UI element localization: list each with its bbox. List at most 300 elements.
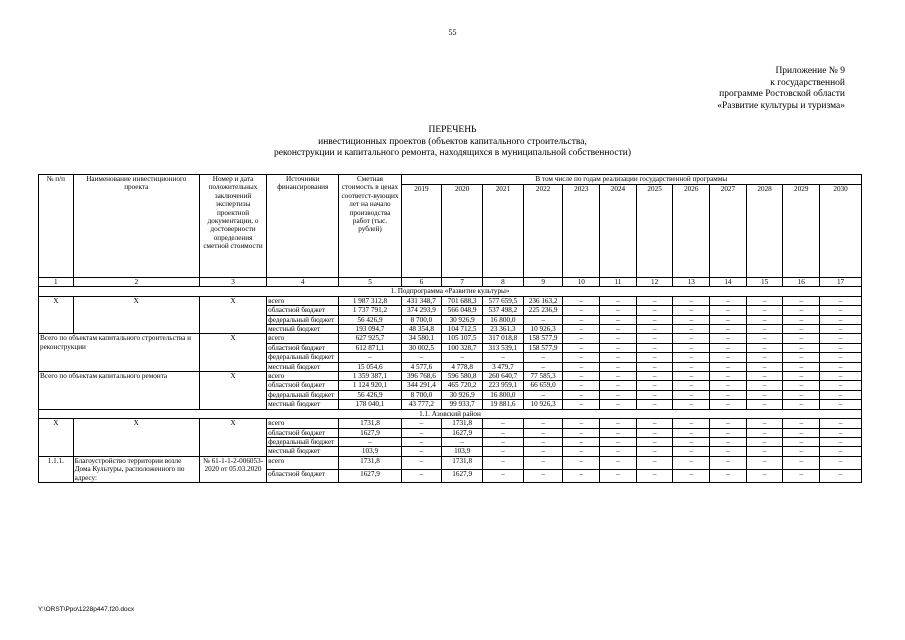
- year-value: –: [820, 447, 862, 456]
- column-number: 4: [267, 278, 339, 287]
- year-value: –: [673, 343, 710, 352]
- estimated-cost: –: [339, 437, 401, 446]
- year-value: –: [600, 296, 637, 305]
- year-value: –: [820, 325, 862, 334]
- year-value: –: [563, 390, 600, 399]
- column-number: 8: [483, 278, 524, 287]
- year-value: –: [483, 419, 524, 428]
- estimated-cost: –: [339, 353, 401, 362]
- year-value: –: [746, 343, 783, 352]
- year-value: –: [636, 343, 673, 352]
- year-value: –: [710, 456, 747, 469]
- estimated-cost: 56 426,9: [339, 390, 401, 399]
- year-value: –: [783, 469, 820, 482]
- year-value: 19 881,6: [483, 400, 524, 409]
- estimated-cost: 1731,8: [339, 456, 401, 469]
- year-value: 374 293,9: [401, 306, 442, 315]
- header-cost: Сметная стоимость в ценах соответст-вующих лет на начало производства работ (тыс. рублей): [339, 175, 401, 278]
- project-name: X: [73, 296, 199, 334]
- year-value: –: [710, 437, 747, 446]
- year-value: –: [636, 469, 673, 482]
- expertise-info: X: [199, 372, 266, 410]
- file-path-footer: Y:\ORST\Ppo\1228p447.f20.docx: [38, 606, 135, 613]
- year-value: –: [820, 390, 862, 399]
- year-value: –: [483, 428, 524, 437]
- header-expertise: Номер и дата положительных заключений экспертизы проектной документации, о достоверности определения сметной стоимости: [199, 175, 266, 278]
- year-value: –: [600, 469, 637, 482]
- column-number: 1: [39, 278, 74, 287]
- year-value: –: [820, 315, 862, 324]
- year-value: –: [600, 419, 637, 428]
- expertise-info: X: [199, 296, 266, 334]
- estimated-cost: 1731,8: [339, 419, 401, 428]
- funding-source: местный бюджет: [267, 400, 339, 409]
- year-value: –: [820, 456, 862, 469]
- year-value: –: [401, 437, 442, 446]
- year-value: –: [710, 390, 747, 399]
- year-value: –: [600, 315, 637, 324]
- year-value: –: [563, 315, 600, 324]
- year-value: –: [746, 334, 783, 343]
- year-value: –: [783, 362, 820, 371]
- year-value: –: [636, 456, 673, 469]
- header-year: 2027: [710, 185, 747, 278]
- year-value: –: [783, 296, 820, 305]
- header-year: 2028: [746, 185, 783, 278]
- year-value: 225 236,9: [523, 306, 563, 315]
- year-value: –: [563, 353, 600, 362]
- year-value: –: [820, 469, 862, 482]
- header-year: 2024: [600, 185, 637, 278]
- title-line: ПЕРЕЧЕНЬ: [428, 125, 477, 135]
- appendix-note: [717, 66, 845, 112]
- expertise-info: X: [199, 419, 266, 457]
- year-value: –: [710, 381, 747, 390]
- year-value: 30 926,9: [442, 315, 483, 324]
- year-value: –: [820, 428, 862, 437]
- year-value: 105 107,5: [442, 334, 483, 343]
- year-value: –: [401, 428, 442, 437]
- year-value: 4 577,6: [401, 362, 442, 371]
- year-value: –: [401, 469, 442, 482]
- year-value: –: [710, 353, 747, 362]
- year-value: –: [563, 456, 600, 469]
- year-value: 313 539,1: [483, 343, 524, 352]
- year-value: 236 163,2: [523, 296, 563, 305]
- investment-projects-table: [38, 174, 862, 483]
- estimated-cost: 1 359 387,1: [339, 372, 401, 381]
- project-number: 1.1.1.: [39, 456, 74, 482]
- year-value: 4 778,8: [442, 362, 483, 371]
- column-number: 6: [401, 278, 442, 287]
- header-year: 2030: [820, 185, 862, 278]
- year-value: –: [523, 437, 563, 446]
- funding-source: областной бюджет: [267, 381, 339, 390]
- column-number: 7: [442, 278, 483, 287]
- year-value: 16 800,0: [483, 390, 524, 399]
- year-value: –: [442, 437, 483, 446]
- year-value: –: [563, 428, 600, 437]
- year-value: 158 577,9: [523, 334, 563, 343]
- header-years-group: В том числе по годам реализации государственной программы: [401, 175, 861, 185]
- column-number: 14: [710, 278, 747, 287]
- year-value: 23 361,3: [483, 325, 524, 334]
- section-title: 1. Подпрограмма «Развитие культуры»: [39, 287, 862, 296]
- year-value: –: [673, 469, 710, 482]
- funding-source: областной бюджет: [267, 469, 339, 482]
- year-value: 317 018,8: [483, 334, 524, 343]
- year-value: –: [523, 390, 563, 399]
- year-value: –: [710, 325, 747, 334]
- year-value: –: [820, 381, 862, 390]
- year-value: –: [710, 469, 747, 482]
- table-row: [39, 296, 862, 305]
- year-value: –: [401, 419, 442, 428]
- document-title: [0, 125, 905, 160]
- project-name: Всего по объектам капитального ремонта: [39, 372, 200, 410]
- estimated-cost: 627 925,7: [339, 334, 401, 343]
- year-value: –: [673, 306, 710, 315]
- column-number: 2: [73, 278, 199, 287]
- header-num: № п/п: [39, 175, 74, 278]
- section-title-row: [39, 287, 862, 296]
- year-value: 8 700,0: [401, 390, 442, 399]
- year-value: –: [600, 325, 637, 334]
- year-value: 701 688,3: [442, 296, 483, 305]
- year-value: 100 328,7: [442, 343, 483, 352]
- year-value: 10 926,3: [523, 400, 563, 409]
- year-value: –: [673, 381, 710, 390]
- year-value: –: [746, 306, 783, 315]
- funding-source: областной бюджет: [267, 428, 339, 437]
- year-value: –: [673, 296, 710, 305]
- year-value: –: [820, 343, 862, 352]
- header-year: 2029: [783, 185, 820, 278]
- year-value: 465 720,2: [442, 381, 483, 390]
- year-value: –: [600, 362, 637, 371]
- expertise-info: № 61-1-1-2-006053-2020 от 05.03.2020: [199, 456, 266, 482]
- year-value: –: [746, 353, 783, 362]
- column-number: 15: [746, 278, 783, 287]
- year-value: –: [483, 456, 524, 469]
- estimated-cost: 56 426,9: [339, 315, 401, 324]
- funding-source: всего: [267, 419, 339, 428]
- estimated-cost: 193 094,7: [339, 325, 401, 334]
- year-value: –: [783, 419, 820, 428]
- appendix-line: к государственной: [770, 77, 845, 88]
- year-value: 431 348,7: [401, 296, 442, 305]
- year-value: –: [710, 419, 747, 428]
- year-value: –: [563, 381, 600, 390]
- year-value: 260 640,7: [483, 372, 524, 381]
- estimated-cost: 178 040,1: [339, 400, 401, 409]
- year-value: –: [636, 334, 673, 343]
- year-value: 103,9: [442, 447, 483, 456]
- year-value: 48 354,8: [401, 325, 442, 334]
- year-value: –: [600, 353, 637, 362]
- year-value: –: [783, 400, 820, 409]
- year-value: –: [600, 456, 637, 469]
- project-number: X: [39, 296, 74, 334]
- year-value: –: [401, 456, 442, 469]
- estimated-cost: 612 871,1: [339, 343, 401, 352]
- year-value: 396 768,6: [401, 372, 442, 381]
- funding-source: областной бюджет: [267, 343, 339, 352]
- year-value: –: [783, 390, 820, 399]
- year-value: –: [673, 437, 710, 446]
- year-value: –: [673, 362, 710, 371]
- project-name: Всего по объектам капитального строительства и реконструкции: [39, 334, 200, 372]
- year-value: 34 580,1: [401, 334, 442, 343]
- year-value: –: [820, 372, 862, 381]
- year-value: –: [820, 334, 862, 343]
- funding-source: всего: [267, 296, 339, 305]
- year-value: –: [673, 315, 710, 324]
- year-value: –: [820, 437, 862, 446]
- year-value: 104 712,5: [442, 325, 483, 334]
- year-value: –: [783, 325, 820, 334]
- estimated-cost: 15 054,6: [339, 362, 401, 371]
- year-value: –: [746, 428, 783, 437]
- year-value: –: [673, 456, 710, 469]
- funding-source: федеральный бюджет: [267, 390, 339, 399]
- appendix-line: Приложение № 9: [775, 66, 845, 76]
- year-value: –: [673, 400, 710, 409]
- project-name: X: [73, 419, 199, 457]
- funding-source: областной бюджет: [267, 306, 339, 315]
- table-row: [39, 456, 862, 469]
- year-value: –: [563, 447, 600, 456]
- year-value: 596 580,8: [442, 372, 483, 381]
- year-value: –: [636, 325, 673, 334]
- year-value: –: [563, 469, 600, 482]
- year-value: 577 659,5: [483, 296, 524, 305]
- year-value: –: [523, 456, 563, 469]
- year-value: –: [783, 372, 820, 381]
- year-value: –: [636, 315, 673, 324]
- year-value: –: [636, 419, 673, 428]
- year-value: –: [746, 447, 783, 456]
- column-number: 3: [199, 278, 266, 287]
- year-value: –: [710, 428, 747, 437]
- funding-source: федеральный бюджет: [267, 437, 339, 446]
- year-value: –: [746, 315, 783, 324]
- year-value: –: [673, 372, 710, 381]
- year-value: 30 002,5: [401, 343, 442, 352]
- year-value: –: [401, 447, 442, 456]
- year-value: –: [636, 381, 673, 390]
- column-number: 10: [563, 278, 600, 287]
- year-value: –: [636, 362, 673, 371]
- year-value: –: [710, 296, 747, 305]
- year-value: –: [563, 362, 600, 371]
- year-value: –: [442, 353, 483, 362]
- year-value: –: [600, 343, 637, 352]
- appendix-line: программе Ростовской области: [719, 89, 845, 99]
- header-year: 2022: [523, 185, 563, 278]
- table-row: [39, 419, 862, 428]
- title-line: реконструкции и капитального ремонта, находящихся в муниципальной собственности): [273, 148, 632, 158]
- year-value: 8 700,0: [401, 315, 442, 324]
- year-value: –: [636, 372, 673, 381]
- year-value: –: [710, 447, 747, 456]
- column-number: 17: [820, 278, 862, 287]
- column-number: 13: [673, 278, 710, 287]
- year-value: –: [523, 362, 563, 371]
- year-value: 66 659,0: [523, 381, 563, 390]
- table-row: [39, 334, 862, 343]
- page-number: 55: [448, 28, 457, 37]
- year-value: –: [636, 296, 673, 305]
- year-value: –: [710, 343, 747, 352]
- year-value: 30 926,9: [442, 390, 483, 399]
- year-value: –: [600, 400, 637, 409]
- year-value: –: [746, 372, 783, 381]
- estimated-cost: 1 737 791,2: [339, 306, 401, 315]
- year-value: –: [523, 447, 563, 456]
- year-value: –: [783, 381, 820, 390]
- year-value: –: [673, 353, 710, 362]
- year-value: –: [673, 447, 710, 456]
- funding-source: местный бюджет: [267, 447, 339, 456]
- year-value: –: [483, 469, 524, 482]
- estimated-cost: 1627,9: [339, 428, 401, 437]
- header-year: 2026: [673, 185, 710, 278]
- year-value: –: [563, 306, 600, 315]
- header-year: 2021: [483, 185, 524, 278]
- estimated-cost: 1 124 920,1: [339, 381, 401, 390]
- year-value: –: [563, 372, 600, 381]
- year-value: –: [746, 362, 783, 371]
- year-value: –: [523, 469, 563, 482]
- header-row: [39, 175, 862, 185]
- year-value: –: [563, 400, 600, 409]
- year-value: –: [600, 306, 637, 315]
- title-line: инвестиционных проектов (объектов капитального строительства,: [318, 136, 587, 147]
- year-value: –: [783, 437, 820, 446]
- year-value: 77 585,3: [523, 372, 563, 381]
- year-value: 1627,9: [442, 428, 483, 437]
- year-value: –: [746, 456, 783, 469]
- funding-source: всего: [267, 456, 339, 469]
- header-name: Наименование инвестиционного проекта: [73, 175, 199, 278]
- header-year: 2020: [442, 185, 483, 278]
- funding-source: всего: [267, 372, 339, 381]
- year-value: –: [746, 419, 783, 428]
- year-value: –: [401, 353, 442, 362]
- year-value: –: [783, 456, 820, 469]
- year-value: –: [820, 419, 862, 428]
- year-value: –: [746, 296, 783, 305]
- estimated-cost: 1627,9: [339, 469, 401, 482]
- year-value: –: [783, 447, 820, 456]
- column-number: 9: [523, 278, 563, 287]
- year-value: –: [523, 428, 563, 437]
- year-value: –: [563, 325, 600, 334]
- year-value: –: [710, 315, 747, 324]
- column-number: 5: [339, 278, 401, 287]
- year-value: –: [710, 362, 747, 371]
- expertise-info: X: [199, 334, 266, 372]
- project-number: X: [39, 419, 74, 457]
- year-value: –: [563, 419, 600, 428]
- year-value: –: [820, 353, 862, 362]
- estimated-cost: 103,9: [339, 447, 401, 456]
- year-value: –: [783, 353, 820, 362]
- year-value: 43 777,2: [401, 400, 442, 409]
- table-row: [39, 372, 862, 381]
- year-value: –: [673, 390, 710, 399]
- year-value: –: [600, 381, 637, 390]
- year-value: 566 048,9: [442, 306, 483, 315]
- year-value: –: [636, 428, 673, 437]
- year-value: –: [483, 437, 524, 446]
- year-value: –: [820, 400, 862, 409]
- year-value: 10 926,3: [523, 325, 563, 334]
- year-value: –: [673, 334, 710, 343]
- year-value: –: [523, 315, 563, 324]
- estimated-cost: 1 987 312,8: [339, 296, 401, 305]
- funding-source: местный бюджет: [267, 362, 339, 371]
- year-value: –: [783, 428, 820, 437]
- year-value: 537 498,2: [483, 306, 524, 315]
- year-value: –: [746, 400, 783, 409]
- column-number: 11: [600, 278, 637, 287]
- column-numbers-row: [39, 278, 862, 287]
- year-value: –: [820, 362, 862, 371]
- column-number: 16: [783, 278, 820, 287]
- year-value: –: [746, 325, 783, 334]
- year-value: –: [600, 437, 637, 446]
- funding-source: местный бюджет: [267, 325, 339, 334]
- year-value: –: [746, 469, 783, 482]
- section-title-row: [39, 409, 862, 418]
- year-value: –: [710, 334, 747, 343]
- year-value: –: [820, 306, 862, 315]
- year-value: –: [710, 306, 747, 315]
- header-year: 2023: [563, 185, 600, 278]
- year-value: –: [746, 381, 783, 390]
- year-value: –: [746, 390, 783, 399]
- year-value: –: [673, 325, 710, 334]
- year-value: –: [783, 343, 820, 352]
- year-value: –: [710, 372, 747, 381]
- year-value: –: [483, 353, 524, 362]
- header-sources: Источники финансирования: [267, 175, 339, 278]
- year-value: 158 577,9: [523, 343, 563, 352]
- appendix-line: «Развитие культуры и туризма»: [717, 100, 845, 111]
- year-value: –: [783, 315, 820, 324]
- year-value: –: [636, 400, 673, 409]
- section-title: 1.1. Азовский район: [39, 409, 862, 418]
- year-value: –: [563, 334, 600, 343]
- year-value: 223 959,1: [483, 381, 524, 390]
- year-value: –: [636, 437, 673, 446]
- year-value: 1627,9: [442, 469, 483, 482]
- year-value: –: [600, 334, 637, 343]
- year-value: 3 479,7: [483, 362, 524, 371]
- year-value: –: [820, 296, 862, 305]
- funding-source: федеральный бюджет: [267, 353, 339, 362]
- year-value: –: [673, 428, 710, 437]
- year-value: –: [600, 447, 637, 456]
- year-value: –: [563, 296, 600, 305]
- year-value: –: [710, 400, 747, 409]
- year-value: 1731,8: [442, 456, 483, 469]
- year-value: –: [783, 306, 820, 315]
- year-value: 99 933,7: [442, 400, 483, 409]
- year-value: –: [636, 353, 673, 362]
